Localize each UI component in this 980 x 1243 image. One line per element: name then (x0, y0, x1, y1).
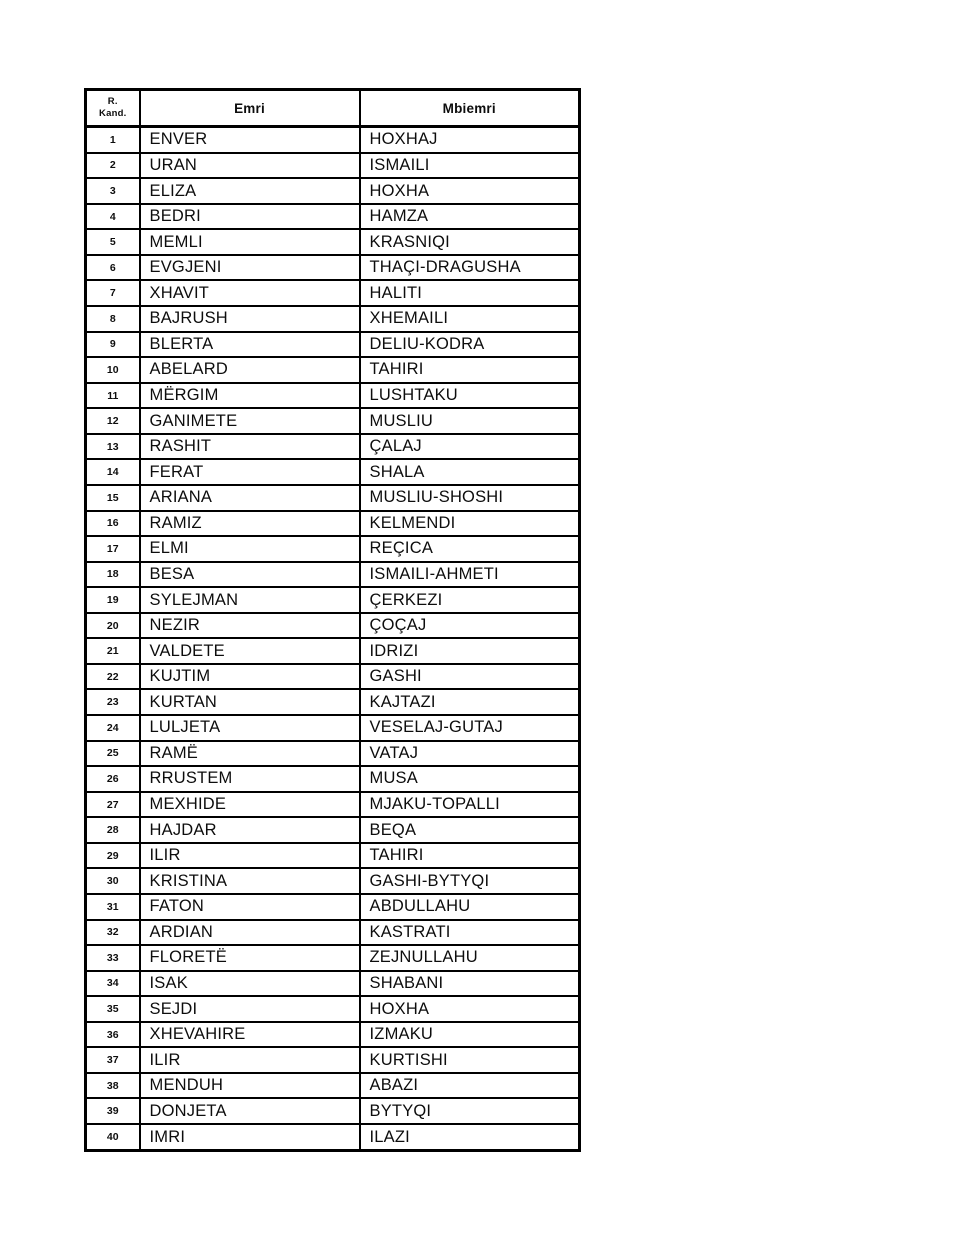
row-number-cell: 8 (86, 306, 140, 332)
row-number-cell: 5 (86, 229, 140, 255)
mbiemri-cell: ISMAILI-AHMETI (360, 562, 580, 588)
row-number-cell: 20 (86, 613, 140, 639)
row-number-cell: 37 (86, 1047, 140, 1073)
table-row (86, 127, 580, 153)
row-number-cell: 36 (86, 1022, 140, 1048)
emri-cell: VALDETE (140, 638, 360, 664)
mbiemri-cell: ÇERKEZI (360, 587, 580, 613)
table-row (86, 945, 580, 971)
row-number-cell: 1 (86, 127, 140, 153)
mbiemri-cell: KAJTAZI (360, 689, 580, 715)
emri-cell: ELMI (140, 536, 360, 562)
mbiemri-cell: MUSLIU (360, 408, 580, 434)
emri-cell: LULJETA (140, 715, 360, 741)
emri-cell: KUJTIM (140, 664, 360, 690)
emri-cell: MENDUH (140, 1073, 360, 1099)
emri-cell: SYLEJMAN (140, 587, 360, 613)
header-rkand-line2: Kand. (99, 108, 127, 119)
mbiemri-cell: BEQA (360, 817, 580, 843)
emri-cell: EVGJENI (140, 255, 360, 281)
emri-cell: ARDIAN (140, 920, 360, 946)
emri-cell: DONJETA (140, 1098, 360, 1124)
row-number-cell: 18 (86, 562, 140, 588)
table-row (86, 817, 580, 843)
row-number-cell: 30 (86, 868, 140, 894)
row-number-cell: 7 (86, 280, 140, 306)
table-row (86, 894, 580, 920)
emri-cell: FATON (140, 894, 360, 920)
row-number-cell: 15 (86, 485, 140, 511)
row-number-cell: 10 (86, 357, 140, 383)
mbiemri-cell: ÇOÇAJ (360, 613, 580, 639)
row-number-cell: 6 (86, 255, 140, 281)
emri-cell: XHEVAHIRE (140, 1022, 360, 1048)
table-row (86, 332, 580, 358)
table-row (86, 306, 580, 332)
mbiemri-cell: SHABANI (360, 971, 580, 997)
table-row (86, 1073, 580, 1099)
table-row (86, 792, 580, 818)
row-number-cell: 23 (86, 689, 140, 715)
emri-cell: RASHIT (140, 434, 360, 460)
row-number-cell: 33 (86, 945, 140, 971)
row-number-cell: 16 (86, 511, 140, 537)
emri-cell: KRISTINA (140, 868, 360, 894)
emri-cell: BESA (140, 562, 360, 588)
mbiemri-cell: HOXHA (360, 178, 580, 204)
table-row (86, 587, 580, 613)
table-row (86, 357, 580, 383)
emri-cell: NEZIR (140, 613, 360, 639)
mbiemri-cell: KASTRATI (360, 920, 580, 946)
mbiemri-cell: THAÇI-DRAGUSHA (360, 255, 580, 281)
emri-cell: RRUSTEM (140, 766, 360, 792)
table-row (86, 996, 580, 1022)
mbiemri-cell: VESELAJ-GUTAJ (360, 715, 580, 741)
mbiemri-cell: ILAZI (360, 1124, 580, 1150)
mbiemri-cell: IZMAKU (360, 1022, 580, 1048)
row-number-cell: 31 (86, 894, 140, 920)
table-row (86, 664, 580, 690)
emri-cell: BEDRI (140, 204, 360, 230)
row-number-cell: 28 (86, 817, 140, 843)
table-row (86, 613, 580, 639)
table-row (86, 562, 580, 588)
table-row (86, 971, 580, 997)
emri-cell: ISAK (140, 971, 360, 997)
mbiemri-cell: DELIU-KODRA (360, 332, 580, 358)
mbiemri-cell: HAMZA (360, 204, 580, 230)
table-row (86, 280, 580, 306)
row-number-cell: 2 (86, 153, 140, 179)
table-body (86, 127, 580, 1151)
table-row (86, 689, 580, 715)
emri-cell: ILIR (140, 843, 360, 869)
row-number-cell: 34 (86, 971, 140, 997)
table-row (86, 229, 580, 255)
mbiemri-cell: MUSA (360, 766, 580, 792)
emri-cell: BAJRUSH (140, 306, 360, 332)
row-number-cell: 14 (86, 459, 140, 485)
row-number-cell: 32 (86, 920, 140, 946)
row-number-cell: 40 (86, 1124, 140, 1150)
emri-cell: ENVER (140, 127, 360, 153)
emri-cell: ILIR (140, 1047, 360, 1073)
table-row (86, 153, 580, 179)
row-number-cell: 11 (86, 383, 140, 409)
mbiemri-cell: GASHI-BYTYQI (360, 868, 580, 894)
table-row (86, 1098, 580, 1124)
table-row (86, 1047, 580, 1073)
row-number-cell: 38 (86, 1073, 140, 1099)
emri-cell: XHAVIT (140, 280, 360, 306)
mbiemri-cell: ABDULLAHU (360, 894, 580, 920)
table-row (86, 204, 580, 230)
emri-cell: ABELARD (140, 357, 360, 383)
table-row (86, 383, 580, 409)
table-row (86, 434, 580, 460)
row-number-cell: 22 (86, 664, 140, 690)
emri-cell: KURTAN (140, 689, 360, 715)
table-row (86, 511, 580, 537)
mbiemri-cell: IDRIZI (360, 638, 580, 664)
table-row (86, 766, 580, 792)
header-cell-mbiemri: Mbiemri (360, 90, 580, 127)
mbiemri-cell: HALITI (360, 280, 580, 306)
table-row (86, 920, 580, 946)
row-number-cell: 17 (86, 536, 140, 562)
header-row (86, 90, 580, 127)
mbiemri-cell: MUSLIU-SHOSHI (360, 485, 580, 511)
table-row (86, 485, 580, 511)
table-row (86, 741, 580, 767)
table-row (86, 715, 580, 741)
mbiemri-cell: KURTISHI (360, 1047, 580, 1073)
emri-cell: URAN (140, 153, 360, 179)
mbiemri-cell: VATAJ (360, 741, 580, 767)
table-row (86, 255, 580, 281)
mbiemri-cell: REÇICA (360, 536, 580, 562)
mbiemri-cell: ABAZI (360, 1073, 580, 1099)
header-cell-emri: Emri (140, 90, 360, 127)
mbiemri-cell: ISMAILI (360, 153, 580, 179)
row-number-cell: 9 (86, 332, 140, 358)
row-number-cell: 24 (86, 715, 140, 741)
row-number-cell: 12 (86, 408, 140, 434)
mbiemri-cell: MJAKU-TOPALLI (360, 792, 580, 818)
mbiemri-cell: ZEJNULLAHU (360, 945, 580, 971)
mbiemri-cell: HOXHAJ (360, 127, 580, 153)
row-number-cell: 25 (86, 741, 140, 767)
mbiemri-cell: GASHI (360, 664, 580, 690)
mbiemri-cell: TAHIRI (360, 357, 580, 383)
mbiemri-cell: HOXHA (360, 996, 580, 1022)
row-number-cell: 35 (86, 996, 140, 1022)
table-row (86, 459, 580, 485)
row-number-cell: 29 (86, 843, 140, 869)
emri-cell: IMRI (140, 1124, 360, 1150)
emri-cell: GANIMETE (140, 408, 360, 434)
emri-cell: MËRGIM (140, 383, 360, 409)
table-row (86, 1022, 580, 1048)
row-number-cell: 26 (86, 766, 140, 792)
mbiemri-cell: BYTYQI (360, 1098, 580, 1124)
row-number-cell: 39 (86, 1098, 140, 1124)
mbiemri-cell: KRASNIQI (360, 229, 580, 255)
mbiemri-cell: ÇALAJ (360, 434, 580, 460)
emri-cell: ELIZA (140, 178, 360, 204)
row-number-cell: 4 (86, 204, 140, 230)
emri-cell: FERAT (140, 459, 360, 485)
header-cell-rkand (86, 90, 140, 127)
row-number-cell: 21 (86, 638, 140, 664)
row-number-cell: 13 (86, 434, 140, 460)
row-number-cell: 19 (86, 587, 140, 613)
row-number-cell: 3 (86, 178, 140, 204)
table-row (86, 536, 580, 562)
mbiemri-cell: SHALA (360, 459, 580, 485)
table-row (86, 638, 580, 664)
mbiemri-cell: LUSHTAKU (360, 383, 580, 409)
emri-cell: SEJDI (140, 996, 360, 1022)
mbiemri-cell: TAHIRI (360, 843, 580, 869)
table-row (86, 1124, 580, 1150)
emri-cell: MEXHIDE (140, 792, 360, 818)
row-number-cell: 27 (86, 792, 140, 818)
table-row (86, 868, 580, 894)
mbiemri-cell: XHEMAILI (360, 306, 580, 332)
table-row (86, 408, 580, 434)
emri-cell: ARIANA (140, 485, 360, 511)
emri-cell: RAMË (140, 741, 360, 767)
emri-cell: FLORETË (140, 945, 360, 971)
emri-cell: MEMLI (140, 229, 360, 255)
table-row (86, 178, 580, 204)
header-rkand-line1: R. (107, 96, 118, 108)
emri-cell: BLERTA (140, 332, 360, 358)
emri-cell: RAMIZ (140, 511, 360, 537)
emri-cell: HAJDAR (140, 817, 360, 843)
candidate-table (84, 88, 581, 1152)
table-row (86, 843, 580, 869)
mbiemri-cell: KELMENDI (360, 511, 580, 537)
